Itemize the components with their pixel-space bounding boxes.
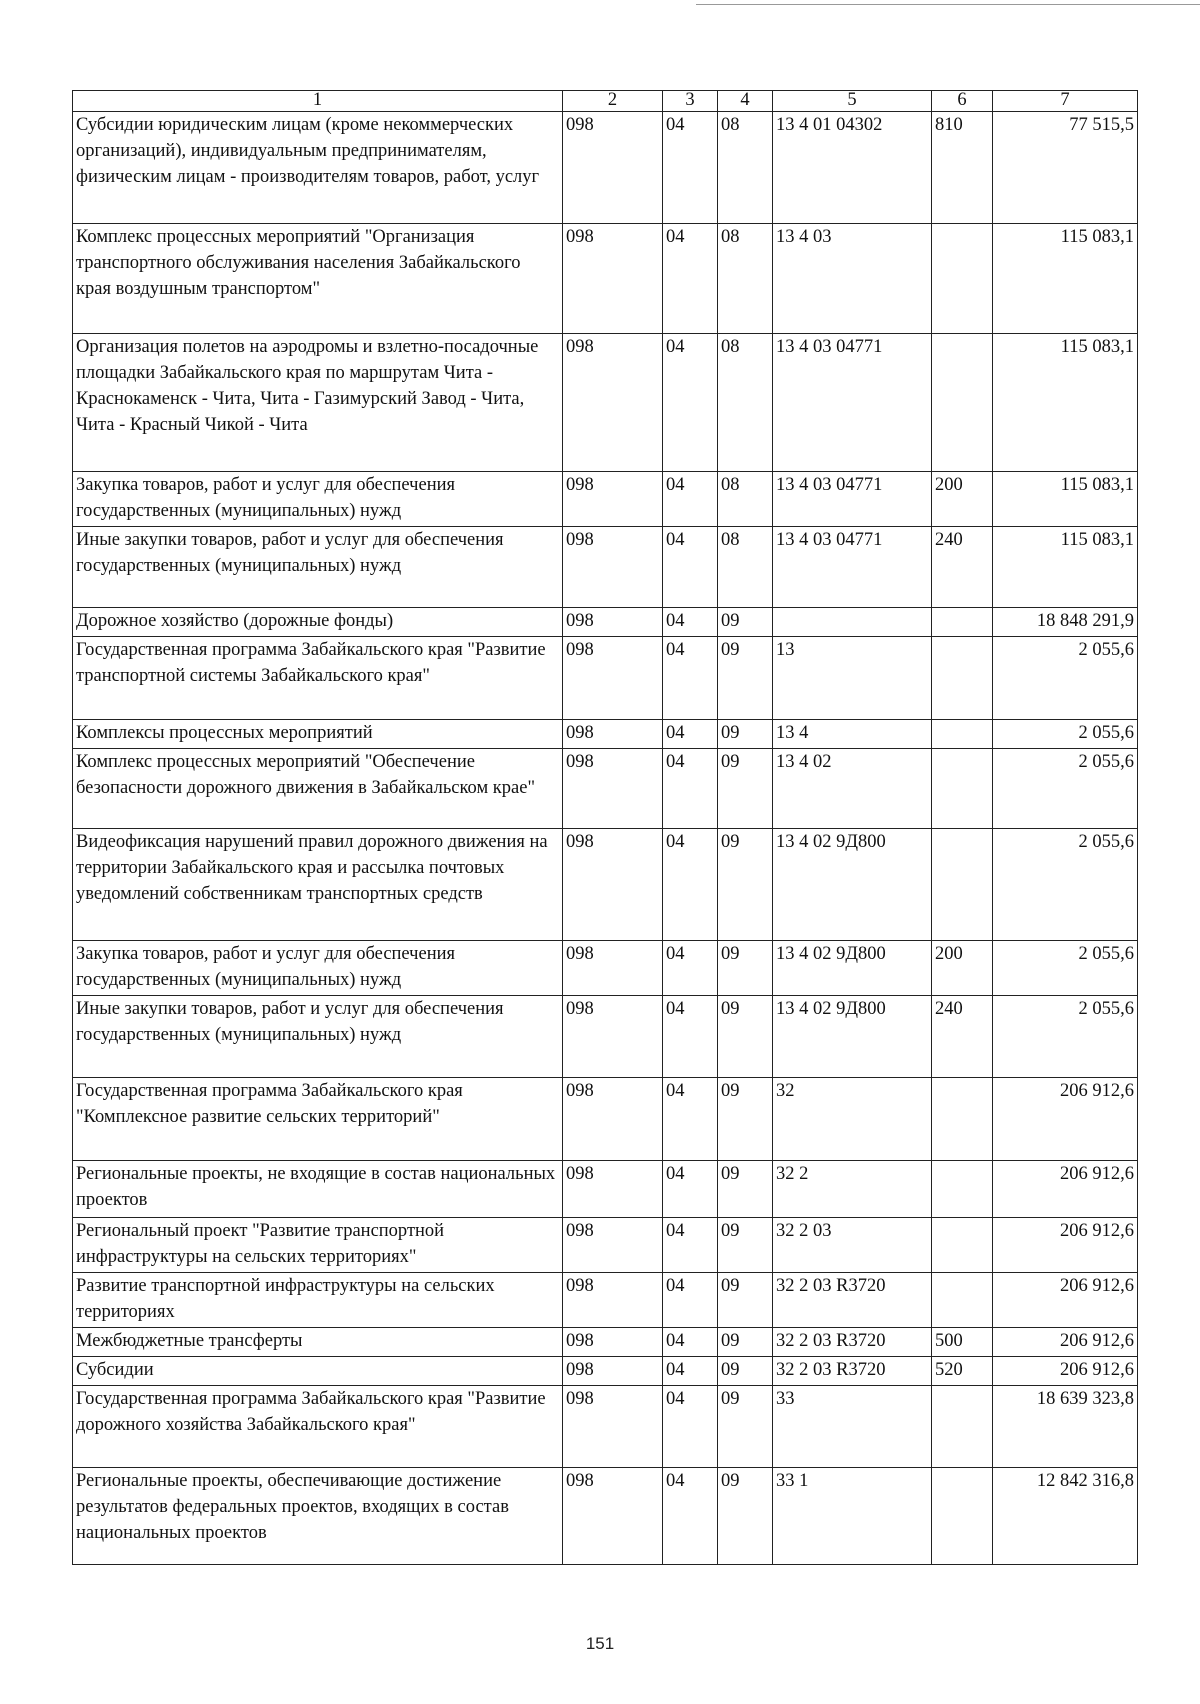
row-code-4-cell: 09 — [718, 829, 773, 941]
row-code-2-cell: 098 — [563, 1386, 663, 1468]
table-row — [73, 996, 1138, 1078]
row-code-4-cell: 09 — [718, 1357, 773, 1386]
row-code-2-cell: 098 — [563, 472, 663, 527]
row-code-2-cell: 098 — [563, 996, 663, 1078]
row-code-3-cell: 04 — [663, 1328, 718, 1357]
row-code-5-cell: 13 4 03 — [773, 224, 932, 334]
row-code-6-cell: 200 — [932, 941, 993, 996]
row-code-2-cell: 098 — [563, 224, 663, 334]
row-code-3-cell: 04 — [663, 334, 718, 472]
table-row — [73, 1468, 1138, 1565]
row-amount-cell: 2 055,6 — [993, 749, 1138, 829]
row-name-cell: Региональные проекты, обеспечивающие достижение результатов федеральных проектов, входящих в состав национальных проектов — [73, 1468, 563, 1565]
row-amount-cell: 12 842 316,8 — [993, 1468, 1138, 1565]
row-code-5-cell: 13 4 02 9Д800 — [773, 941, 932, 996]
table-row — [73, 527, 1138, 608]
row-code-6-cell — [932, 1078, 993, 1161]
row-code-2-cell: 098 — [563, 1273, 663, 1328]
row-code-3-cell: 04 — [663, 1273, 718, 1328]
table-row — [73, 1161, 1138, 1218]
row-code-2-cell: 098 — [563, 608, 663, 637]
row-name-cell: Комплекс процессных мероприятий "Организация транспортного обслуживания населения Забайкальского края воздушным транспортом" — [73, 224, 563, 334]
header-row — [73, 91, 1138, 112]
row-code-3-cell: 04 — [663, 112, 718, 224]
table-row — [73, 1218, 1138, 1273]
row-code-2-cell: 098 — [563, 1468, 663, 1565]
row-code-2-cell: 098 — [563, 749, 663, 829]
row-code-3-cell: 04 — [663, 608, 718, 637]
row-code-2-cell: 098 — [563, 720, 663, 749]
row-name-cell: Государственная программа Забайкальского края "Комплексное развитие сельских территорий" — [73, 1078, 563, 1161]
row-amount-cell: 115 083,1 — [993, 334, 1138, 472]
row-amount-cell: 206 912,6 — [993, 1328, 1138, 1357]
row-name-cell: Комплексы процессных мероприятий — [73, 720, 563, 749]
row-amount-cell: 2 055,6 — [993, 720, 1138, 749]
row-amount-cell: 2 055,6 — [993, 637, 1138, 720]
row-code-6-cell — [932, 1468, 993, 1565]
row-code-4-cell: 09 — [718, 1468, 773, 1565]
row-amount-cell: 206 912,6 — [993, 1078, 1138, 1161]
header-cell-2: 2 — [563, 91, 663, 112]
row-code-4-cell: 08 — [718, 334, 773, 472]
row-code-4-cell: 09 — [718, 637, 773, 720]
row-code-6-cell — [932, 637, 993, 720]
row-name-cell: Региональный проект "Развитие транспортной инфраструктуры на сельских территориях" — [73, 1218, 563, 1273]
row-code-6-cell — [932, 608, 993, 637]
row-amount-cell: 115 083,1 — [993, 472, 1138, 527]
row-name-cell: Закупка товаров, работ и услуг для обеспечения государственных (муниципальных) нужд — [73, 941, 563, 996]
row-name-cell: Дорожное хозяйство (дорожные фонды) — [73, 608, 563, 637]
row-code-6-cell: 240 — [932, 527, 993, 608]
table-row — [73, 720, 1138, 749]
row-code-5-cell: 33 — [773, 1386, 932, 1468]
row-name-cell: Межбюджетные трансферты — [73, 1328, 563, 1357]
row-code-4-cell: 09 — [718, 1218, 773, 1273]
header-cell-1: 1 — [73, 91, 563, 112]
row-code-3-cell: 04 — [663, 1218, 718, 1273]
row-code-5-cell: 13 — [773, 637, 932, 720]
row-code-5-cell: 32 2 03 — [773, 1218, 932, 1273]
row-code-3-cell: 04 — [663, 1386, 718, 1468]
row-code-4-cell: 09 — [718, 1273, 773, 1328]
row-amount-cell: 115 083,1 — [993, 224, 1138, 334]
row-name-cell: Субсидии — [73, 1357, 563, 1386]
row-code-3-cell: 04 — [663, 720, 718, 749]
row-code-2-cell: 098 — [563, 1328, 663, 1357]
row-code-5-cell: 32 — [773, 1078, 932, 1161]
row-code-5-cell: 13 4 03 04771 — [773, 472, 932, 527]
header-cell-3: 3 — [663, 91, 718, 112]
page-number: 151 — [585, 1634, 615, 1653]
row-code-4-cell: 09 — [718, 720, 773, 749]
row-amount-cell: 77 515,5 — [993, 112, 1138, 224]
row-code-3-cell: 04 — [663, 224, 718, 334]
row-code-3-cell: 04 — [663, 1161, 718, 1218]
row-code-6-cell — [932, 1273, 993, 1328]
row-code-3-cell: 04 — [663, 472, 718, 527]
table-row — [73, 829, 1138, 941]
row-code-5-cell: 32 2 03 R3720 — [773, 1357, 932, 1386]
header-cell-7: 7 — [993, 91, 1138, 112]
row-name-cell: Государственная программа Забайкальского края "Развитие транспортной системы Забайкальского края" — [73, 637, 563, 720]
row-code-4-cell: 09 — [718, 941, 773, 996]
row-code-6-cell — [932, 1161, 993, 1218]
row-code-6-cell — [932, 334, 993, 472]
row-code-6-cell — [932, 749, 993, 829]
row-code-2-cell: 098 — [563, 334, 663, 472]
row-amount-cell: 2 055,6 — [993, 941, 1138, 996]
row-code-4-cell: 09 — [718, 1328, 773, 1357]
table-row — [73, 334, 1138, 472]
row-amount-cell: 206 912,6 — [993, 1218, 1138, 1273]
row-code-3-cell: 04 — [663, 996, 718, 1078]
row-code-6-cell: 520 — [932, 1357, 993, 1386]
row-code-4-cell: 09 — [718, 749, 773, 829]
row-name-cell: Региональные проекты, не входящие в состав национальных проектов — [73, 1161, 563, 1218]
row-code-6-cell: 240 — [932, 996, 993, 1078]
table-row — [73, 749, 1138, 829]
row-code-4-cell: 08 — [718, 224, 773, 334]
row-name-cell: Организация полетов на аэродромы и взлетно-посадочные площадки Забайкальского края по маршрутам Чита - Краснокаменск - Чита, Чита - Газимурский Завод - Чита, Чита - Красный Чикой - Чита — [73, 334, 563, 472]
row-name-cell: Иные закупки товаров, работ и услуг для обеспечения государственных (муниципальных) нужд — [73, 527, 563, 608]
row-code-4-cell: 09 — [718, 1386, 773, 1468]
table-row — [73, 1328, 1138, 1357]
row-amount-cell: 206 912,6 — [993, 1161, 1138, 1218]
row-code-4-cell: 08 — [718, 112, 773, 224]
row-code-5-cell: 33 1 — [773, 1468, 932, 1565]
row-code-3-cell: 04 — [663, 527, 718, 608]
table-row — [73, 1357, 1138, 1386]
table-row — [73, 941, 1138, 996]
row-code-5-cell: 13 4 — [773, 720, 932, 749]
row-amount-cell: 206 912,6 — [993, 1357, 1138, 1386]
table-row — [73, 1078, 1138, 1161]
row-code-2-cell: 098 — [563, 1218, 663, 1273]
row-code-4-cell: 08 — [718, 472, 773, 527]
row-code-2-cell: 098 — [563, 527, 663, 608]
row-code-2-cell: 098 — [563, 112, 663, 224]
table-row — [73, 1273, 1138, 1328]
row-code-5-cell: 13 4 01 04302 — [773, 112, 932, 224]
row-code-6-cell: 200 — [932, 472, 993, 527]
row-amount-cell: 115 083,1 — [993, 527, 1138, 608]
row-code-6-cell: 500 — [932, 1328, 993, 1357]
row-code-6-cell — [932, 224, 993, 334]
row-code-4-cell: 08 — [718, 527, 773, 608]
table-body — [73, 91, 1138, 1565]
row-code-6-cell — [932, 829, 993, 941]
row-code-4-cell: 09 — [718, 608, 773, 637]
row-name-cell: Закупка товаров, работ и услуг для обеспечения государственных (муниципальных) нужд — [73, 472, 563, 527]
row-code-4-cell: 09 — [718, 1161, 773, 1218]
table-row — [73, 224, 1138, 334]
header-cell-5: 5 — [773, 91, 932, 112]
row-code-3-cell: 04 — [663, 829, 718, 941]
row-code-6-cell — [932, 1386, 993, 1468]
row-name-cell: Развитие транспортной инфраструктуры на сельских территориях — [73, 1273, 563, 1328]
row-code-5-cell: 13 4 03 04771 — [773, 527, 932, 608]
row-name-cell: Субсидии юридическим лицам (кроме некоммерческих организаций), индивидуальным предпринимателям, физическим лицам - производителям товаров, работ, услуг — [73, 112, 563, 224]
table-row — [73, 637, 1138, 720]
row-code-3-cell: 04 — [663, 941, 718, 996]
row-name-cell: Видеофиксация нарушений правил дорожного движения на территории Забайкальского края и рассылка почтовых уведомлений собственникам транспортных средств — [73, 829, 563, 941]
row-code-2-cell: 098 — [563, 637, 663, 720]
table-row — [73, 472, 1138, 527]
table-row — [73, 1386, 1138, 1468]
row-code-3-cell: 04 — [663, 1357, 718, 1386]
row-code-6-cell — [932, 720, 993, 749]
row-code-5-cell: 13 4 03 04771 — [773, 334, 932, 472]
table-row — [73, 608, 1138, 637]
header-cell-6: 6 — [932, 91, 993, 112]
row-code-5-cell: 32 2 03 R3720 — [773, 1273, 932, 1328]
row-amount-cell: 206 912,6 — [993, 1273, 1138, 1328]
row-code-5-cell: 13 4 02 — [773, 749, 932, 829]
row-amount-cell: 18 848 291,9 — [993, 608, 1138, 637]
row-code-5-cell: 13 4 02 9Д800 — [773, 996, 932, 1078]
row-name-cell: Государственная программа Забайкальского края "Развитие дорожного хозяйства Забайкальского края" — [73, 1386, 563, 1468]
row-code-2-cell: 098 — [563, 1161, 663, 1218]
row-code-6-cell — [932, 1218, 993, 1273]
row-code-3-cell: 04 — [663, 1078, 718, 1161]
row-code-4-cell: 09 — [718, 996, 773, 1078]
row-code-5-cell: 13 4 02 9Д800 — [773, 829, 932, 941]
top-rule — [696, 4, 1200, 5]
table-row — [73, 112, 1138, 224]
row-code-3-cell: 04 — [663, 637, 718, 720]
row-name-cell: Комплекс процессных мероприятий "Обеспечение безопасности дорожного движения в Забайкальском крае" — [73, 749, 563, 829]
row-code-5-cell: 32 2 03 R3720 — [773, 1328, 932, 1357]
row-code-6-cell: 810 — [932, 112, 993, 224]
row-code-4-cell: 09 — [718, 1078, 773, 1161]
row-code-3-cell: 04 — [663, 749, 718, 829]
row-amount-cell: 18 639 323,8 — [993, 1386, 1138, 1468]
row-code-2-cell: 098 — [563, 941, 663, 996]
header-cell-4: 4 — [718, 91, 773, 112]
row-code-2-cell: 098 — [563, 829, 663, 941]
row-code-2-cell: 098 — [563, 1078, 663, 1161]
row-code-5-cell: 32 2 — [773, 1161, 932, 1218]
row-amount-cell: 2 055,6 — [993, 996, 1138, 1078]
row-name-cell: Иные закупки товаров, работ и услуг для обеспечения государственных (муниципальных) нужд — [73, 996, 563, 1078]
row-code-2-cell: 098 — [563, 1357, 663, 1386]
budget-table — [72, 90, 1138, 1565]
row-code-5-cell — [773, 608, 932, 637]
row-amount-cell: 2 055,6 — [993, 829, 1138, 941]
row-code-3-cell: 04 — [663, 1468, 718, 1565]
